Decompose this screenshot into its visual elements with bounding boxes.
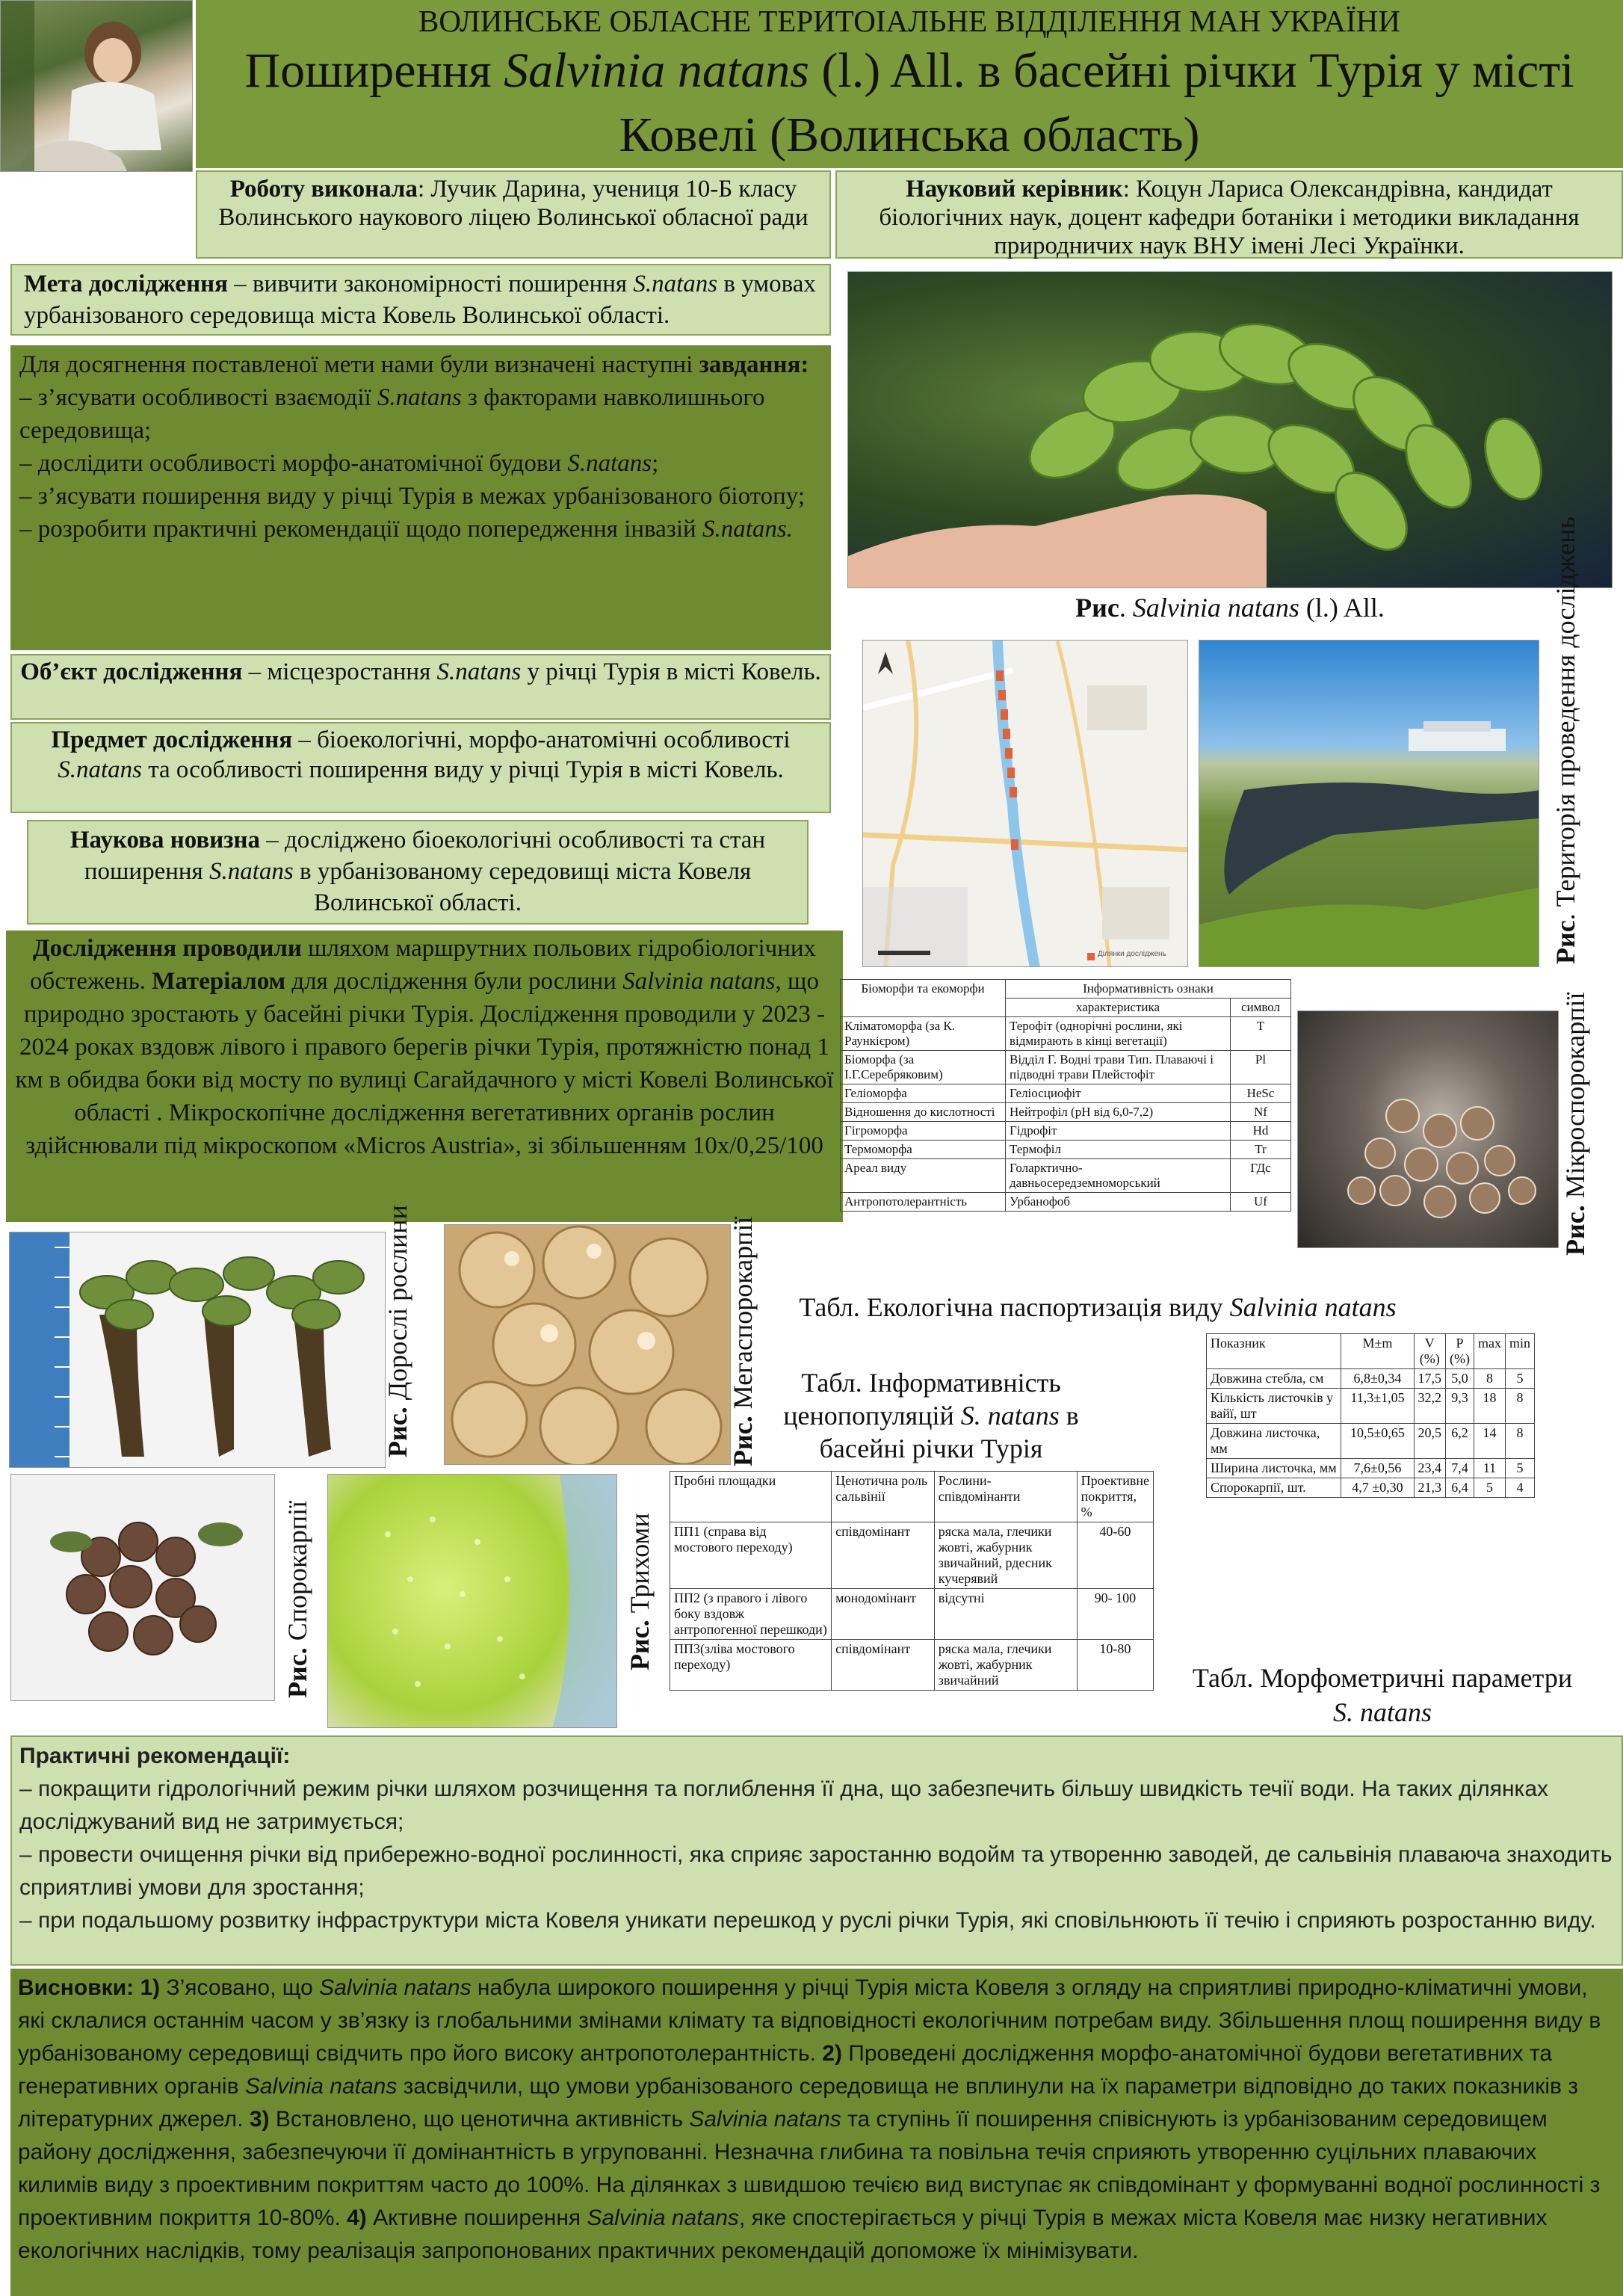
subject-label: Предмет дослідження: [51, 726, 293, 753]
ceno-table-row: [670, 1640, 1154, 1691]
ceno-table-cell: ПП3(зліва мостового переходу): [670, 1640, 832, 1691]
task-4: [19, 513, 822, 546]
recommendations-title: Практичні рекомендації:: [19, 1744, 291, 1768]
tasks-intro-text: Для досягнення поставленої мети нами були визначені наступні: [19, 351, 699, 378]
morpho-table-cell: Спорокарпії, шт.: [1207, 1478, 1341, 1498]
eco-table-cell: Геліосциофіт: [1006, 1084, 1231, 1103]
methods-text: шляхом маршрутних польових гідробіологічних обстежень.: [30, 935, 817, 995]
goal-box: [10, 264, 831, 336]
ceno-table-cell: співдомінант: [832, 1522, 935, 1589]
morpho-table-row: [1207, 1389, 1535, 1424]
conclusions-box: [10, 1969, 1623, 2296]
novelty-box: [27, 820, 809, 925]
tasks-box: [10, 345, 831, 650]
novelty-label: Наукова новизна: [69, 827, 260, 854]
ceno-header-cover: Проективне покриття, %: [1077, 1472, 1153, 1522]
eco-table-row: [841, 1017, 1291, 1051]
morpho-table-cell: 32,2: [1414, 1389, 1446, 1424]
eco-table-grid: [840, 979, 1291, 1212]
morpho-table-caption: [1188, 1661, 1577, 1735]
recommendation-3: – при подальшому розвитку інфраструктури міста Ковеля уникати перешкод у руслі річки Турія, які сповільнюють її течію і сприяють розростанню виду.: [19, 1908, 1596, 1933]
subject-box: [10, 722, 831, 813]
ceno-table-cell: ряска мала, глечики жовті, жабурник звичайний: [934, 1640, 1077, 1691]
morpho-table-row: [1207, 1478, 1535, 1498]
morpho-header-min: min: [1505, 1334, 1534, 1369]
conclusion-3-species: Salvinia natans: [689, 2107, 841, 2132]
ceno-table-row: [670, 1522, 1154, 1589]
morpho-table-cell: 14: [1474, 1424, 1505, 1459]
eco-table-cell: Tr: [1231, 1141, 1291, 1159]
morpho-table-cell: 11,3±1,05: [1341, 1389, 1414, 1424]
eco-table: [840, 979, 1291, 1287]
eco-header-info: Інформативність ознаки: [1006, 980, 1291, 999]
morpho-table-cell: 6,4: [1446, 1478, 1474, 1498]
conclusion-4-text: Активне поширення: [366, 2206, 587, 2230]
morpho-header-v: V (%): [1414, 1334, 1446, 1369]
supervisor-label: Науковий керівник: [906, 176, 1123, 203]
ceno-header-role: Ценотична роль сальвінії: [832, 1472, 935, 1522]
morpho-table-cell: 18: [1474, 1389, 1505, 1424]
adult-plants-caption: [383, 1205, 445, 1457]
task-1-text: – з’ясувати особливості взаємодії: [19, 384, 377, 411]
ceno-table-cell: 40-60: [1077, 1522, 1153, 1589]
object-box: [10, 654, 831, 720]
ceno-table: [670, 1471, 1154, 1740]
task-3: – з’ясувати поширення виду у річці Турія в межах урбанізованого біотопу;: [19, 483, 806, 510]
methods-text-3: , що природно зростають у басейні річки Турія. Дослідження проводили у 2023 - 2024 роках вздовж лівого і правого берегів річки Турія, протяжністю понад 1 км в обидва боки від мосту по вулиці Сагайдачного у місті Ковелі Волинської області . Мікроскопічне дослідження вегетативних органів рослин здійснювали під мікроскопом «Micros Austria», зі збільшенням 10х/0,25/100: [15, 968, 834, 1159]
megasporocarp-photo: [444, 1224, 731, 1465]
figure-text: Спорокарпії: [282, 1500, 312, 1648]
ceno-table-grid: [670, 1471, 1154, 1691]
subject-species: S.natans: [58, 756, 142, 783]
eco-table-row: [841, 1051, 1291, 1084]
trichome-photo: [327, 1474, 617, 1728]
morpho-table-cell: 5,0: [1446, 1369, 1474, 1389]
figure-label: Рис: [1075, 593, 1119, 623]
morpho-table-cell: 9,3: [1446, 1389, 1474, 1424]
morpho-table-cell: 8: [1474, 1369, 1505, 1389]
figure-text: .: [1119, 593, 1133, 623]
recommendation-2: – провести очищення річки від прибережно-водної рослинності, яка сприяє заростанню водойм та утворенню заводей, де сальвінія плаваюча знаходить сприятливі умови для зростання;: [19, 1842, 1613, 1900]
morpho-table-cell: 17,5: [1414, 1369, 1446, 1389]
task-2-text-2: ;: [652, 450, 659, 477]
figure-label: Рис.: [728, 1416, 758, 1467]
morpho-table-cell: 7,6±0,56: [1341, 1459, 1414, 1478]
page-title: [196, 39, 1623, 167]
eco-table-cell: Біоморфа (за І.Г.Серебряковим): [841, 1051, 1006, 1084]
eco-header-biomorph: Біоморфи та екоморфи: [841, 980, 1006, 1017]
morpho-table-cell: 7,4: [1446, 1459, 1474, 1478]
novelty-text-2: в урбанізованому середовищі міста Ковеля Волинської області.: [293, 858, 752, 916]
goal-species: S.natans: [633, 271, 718, 297]
author-box: [196, 170, 831, 259]
morpho-table-row: [1207, 1459, 1535, 1478]
figure-text: . Територія проведення досліджень: [1551, 516, 1580, 921]
morpho-table-cell: Ширина листочка, мм: [1207, 1459, 1341, 1478]
main-photo-caption: [847, 592, 1613, 628]
task-1: [19, 381, 822, 447]
morpho-table-cell: 5: [1505, 1369, 1534, 1389]
task-1-species: S.natans: [377, 384, 462, 411]
eco-table-cell: Геліоморфа: [841, 1084, 1006, 1103]
study-map: [862, 640, 1188, 967]
eco-table-cell: Hd: [1231, 1122, 1291, 1141]
sporocarp-caption: [282, 1487, 327, 1712]
ceno-table-cell: відсутні: [934, 1589, 1077, 1640]
ceno-caption-species: S. natans: [960, 1401, 1060, 1431]
morpho-table-cell: 5: [1474, 1478, 1505, 1498]
methods-text-2: для дослідження були рослини: [285, 968, 623, 995]
map-legend: Ділянки досліджень: [1098, 950, 1166, 958]
eco-table-cell: Урбанофоб: [1006, 1193, 1231, 1212]
recommendations-box: [10, 1735, 1623, 1966]
eco-table-cell: T: [1231, 1017, 1291, 1051]
conclusion-4-species: Salvinia natans: [587, 2206, 739, 2230]
task-2-text: – дослідити особливості морфо-анатомічної будови: [19, 450, 568, 477]
eco-table-cell: Голарктично-давньосередземноморський: [1006, 1159, 1231, 1193]
title-text: Поширення: [244, 43, 504, 98]
figure-species: Salvinia natans: [1132, 593, 1299, 623]
eco-header-sym: символ: [1231, 999, 1291, 1017]
conclusion-3-text: Встановлено, що ценотична активність: [269, 2107, 690, 2132]
eco-table-row: [841, 1159, 1291, 1193]
river-photo: [1199, 640, 1539, 967]
trichome-caption: [625, 1487, 670, 1697]
header-banner: [196, 0, 1623, 168]
microsporocarp-caption: [1560, 992, 1623, 1256]
goal-text-2: в умовах урбанізованого середовища міста Ковель Волинської області.: [24, 271, 816, 329]
eco-table-cell: Ареал виду: [841, 1159, 1006, 1193]
ceno-table-cell: 10-80: [1077, 1640, 1153, 1691]
eco-table-cell: Термоморфа: [841, 1141, 1006, 1159]
conclusion-2-text: Проведені дослідження морфо-анатомічної будови вегетативних та генеративних органів: [18, 2041, 1553, 2099]
morpho-table-row: [1207, 1369, 1535, 1389]
morpho-table-row: [1207, 1424, 1535, 1459]
methods-label: Дослідження проводили: [32, 935, 302, 962]
eco-caption-text: Табл. Екологічна паспортизація виду: [799, 1292, 1230, 1322]
figure-label: Рис.: [625, 1620, 655, 1671]
eco-table-row: [841, 1193, 1291, 1212]
eco-caption-species: Salvinia natans: [1229, 1292, 1397, 1322]
conclusion-num-4: 4): [340, 2206, 367, 2230]
title-text-2: (l.) All. в басейні річки Турія у місті Ковелі (Волинська область): [619, 43, 1574, 162]
title-species: Salvinia natans: [504, 43, 809, 98]
goal-label: Мета дослідження: [24, 271, 228, 297]
morpho-table-cell: Довжина стебла, см: [1207, 1369, 1341, 1389]
conclusion-num-3: 3): [243, 2107, 270, 2132]
sporocarp-photo: [10, 1474, 275, 1701]
conclusion-1-species: Salvinia natans: [319, 1975, 472, 2000]
ceno-table-row: [670, 1589, 1154, 1640]
morpho-table-cell: 6,2: [1446, 1424, 1474, 1459]
morpho-caption-species: S. natans: [1332, 1697, 1432, 1727]
author-label: Роботу виконала: [229, 176, 418, 203]
novelty-text: – досліджено біоекологічні особливості та стан поширення: [84, 827, 766, 885]
eco-header-char: характеристика: [1006, 999, 1231, 1017]
morpho-table-grid: [1206, 1333, 1535, 1498]
task-4-text: – розробити практичні рекомендації щодо попередження інвазій: [19, 516, 702, 543]
morpho-table-cell: 4: [1505, 1478, 1534, 1498]
morpho-header-indicator: Показник: [1207, 1334, 1341, 1369]
eco-table-row: [841, 1141, 1291, 1159]
main-photo: [847, 271, 1613, 588]
conclusion-1-text-2: набула широкого поширення у річці Турія міста Ковеля з огляду на сприятливі природно-кліматичні умови, які склалися останнім часом у зв’язку із глобальними змінами клімату та відповідності екологічним потребам виду. Збільшення площ поширення виду в урбанізованому середовищі свідчить про його високу антропотолерантність.: [18, 1975, 1601, 2066]
novelty-species: S.natans: [208, 858, 294, 885]
supervisor-box: [835, 170, 1623, 259]
tasks-label: завдання:: [699, 351, 809, 378]
institution-name: ВОЛИНСЬКЕ ОБЛАСНЕ ТЕРИТОІАЛЬНЕ ВІДДІЛЕННЯ МАН УКРАЇНИ: [418, 4, 1400, 38]
morpho-header-mean: M±m: [1341, 1334, 1414, 1369]
eco-table-cell: Nf: [1231, 1103, 1291, 1122]
morpho-table-cell: 11: [1474, 1459, 1505, 1478]
conclusion-3-text-2: та ступінь її поширення співіснують із урбанізованим середовищем району дослідження, забезпечуючи її домінантність в угрупованні. Незначна глибина та повільна течія сприяють утворенню суцільних плаваючих килимів виду з проективним покриттям часто до 100%. На ділянках з швидшою течією вид виступає як співдомінант у формуванні водної рослинності з проективним покриття 10-80%.: [18, 2107, 1601, 2230]
object-text-2: у річці Турія в місті Ковель.: [521, 658, 821, 685]
eco-table-cell: Uf: [1231, 1193, 1291, 1212]
territory-caption: [1550, 516, 1623, 964]
eco-table-cell: Антропотолерантність: [841, 1193, 1006, 1212]
eco-table-cell: HeSc: [1231, 1084, 1291, 1103]
author-text: : Лучик Дарина, учениця 10-Б класу Волинського наукового ліцею Волинської обласної ради: [218, 176, 809, 231]
figure-label: Рис.: [282, 1647, 312, 1699]
conclusion-num-2: 2): [815, 2041, 842, 2066]
ceno-header-plot: Пробні площадки: [670, 1472, 832, 1522]
morpho-table-cell: 21,3: [1414, 1478, 1446, 1498]
figure-author: (l.) All.: [1299, 593, 1385, 623]
eco-table-caption: [773, 1292, 1423, 1326]
object-text: – місцезростання: [242, 658, 437, 685]
object-species: S.natans: [436, 658, 522, 685]
morpho-table-cell: 10,5±0,65: [1341, 1424, 1414, 1459]
eco-table-cell: Кліматоморфа (за К. Раункієром): [841, 1017, 1006, 1051]
ceno-table-cell: монодомінант: [832, 1589, 935, 1640]
morpho-header-max: max: [1474, 1334, 1505, 1369]
methods-box: [6, 931, 843, 1222]
figure-text: Мікроспорокарпії: [1560, 992, 1590, 1206]
eco-table-cell: Гігроморфа: [841, 1122, 1006, 1141]
ceno-table-cell: ПП2 (з правого і лівого боку вздовж антропогенної перешкоди): [670, 1589, 832, 1640]
figure-label: Рис.: [1560, 1205, 1590, 1256]
eco-table-cell: Pl: [1231, 1051, 1291, 1084]
eco-table-cell: Термофіл: [1006, 1141, 1231, 1159]
morpho-table-cell: 5: [1505, 1459, 1534, 1478]
conclusions-label: Висновки:: [18, 1975, 135, 2000]
subject-text: – біоекологічні, морфо-анатомічні особливості: [292, 726, 791, 753]
figure-text: Мегаспорокарпії: [728, 1216, 758, 1416]
recommendation-1: – покращити гідрологічний режим річки шляхом розчищення та поглиблення її дна, що забезпечить більшу швидкість течії води. На таких ділянках досліджуваний вид не затримується;: [19, 1777, 1549, 1834]
object-label: Об’єкт дослідження: [20, 658, 243, 685]
conclusion-1-text: З’ясовано, що: [160, 1975, 320, 2000]
supervisor-text: : Коцун Лариса Олександрівна, кандидат біологічних наук, доцент кафедри ботаніки і методики викладання природничих наук ВНУ імені Лесі Українки.: [879, 176, 1580, 259]
task-2: [19, 447, 822, 480]
adult-plants-photo: [9, 1232, 386, 1468]
ceno-table-cell: ряска мала, глечики жовті, жабурник звичайний, рдесник кучерявий: [934, 1522, 1077, 1589]
ceno-table-cell: 90- 100: [1077, 1589, 1153, 1640]
conclusion-num-1: 1): [134, 1975, 161, 2000]
figure-label: Рис: [1551, 920, 1580, 964]
morpho-header-p: P (%): [1446, 1334, 1474, 1369]
figure-label: Рис.: [383, 1407, 412, 1457]
eco-table-cell: Гідрофіт: [1006, 1122, 1231, 1141]
morpho-table-cell: Довжина листочка, мм: [1207, 1424, 1341, 1459]
task-1-text-2: з факторами навколишнього середовища;: [19, 384, 765, 444]
morpho-table: [1206, 1333, 1535, 1655]
morpho-table-cell: 8: [1505, 1389, 1534, 1424]
conclusion-4-text-2: , яке спостерігається у річці Турія в межах міста Ковеля має низку негативних екологічних наслідків, тому реалізація запропонованих практичних рекомендацій допоможе їх мінімізувати.: [18, 2206, 1548, 2263]
ceno-table-caption: [774, 1366, 1088, 1468]
figure-text: Трихоми: [625, 1513, 655, 1620]
morpho-table-cell: 23,4: [1414, 1459, 1446, 1478]
conclusion-2-text-2: засвідчили, що умови урбанізованого середовища не вплинули на їх параметри відповідно до таких показників з літературних джерел.: [18, 2074, 1579, 2132]
eco-table-row: [841, 1084, 1291, 1103]
ceno-caption-text-2: в басейні річки Турія: [819, 1401, 1079, 1463]
eco-table-row: [841, 1122, 1291, 1141]
task-4-species: S.natans.: [702, 516, 793, 543]
ceno-table-cell: співдомінант: [832, 1640, 935, 1691]
ceno-caption-text: Табл. Інформативність ценопопуляцій: [783, 1368, 1061, 1431]
microsporocarp-photo: [1297, 1010, 1559, 1248]
morpho-table-cell: Кількість листочків у вайї, шт: [1207, 1389, 1341, 1424]
tasks-intro: [19, 348, 822, 381]
eco-table-row: [841, 1103, 1291, 1122]
eco-table-cell: ГДс: [1231, 1159, 1291, 1193]
morpho-caption-text: Табл. Морфометричні параметри: [1192, 1663, 1573, 1693]
task-2-species: S.natans: [567, 450, 652, 477]
ceno-header-codominants: Рослини-співдомінанти: [934, 1472, 1077, 1522]
morpho-table-cell: 8: [1505, 1424, 1534, 1459]
eco-table-cell: Відділ Г. Водні трави Тип. Плаваючі і підводні трави Плейстофіт: [1006, 1051, 1231, 1084]
goal-text: – вивчити закономірності поширення: [227, 271, 634, 297]
morpho-table-cell: 6,8±0,34: [1341, 1369, 1414, 1389]
methods-species: Salvinia natans: [622, 968, 776, 995]
eco-table-cell: Нейтрофіл (рН від 6,0-7,2): [1006, 1103, 1231, 1122]
material-label: Матеріалом: [152, 968, 286, 995]
morpho-table-cell: 4,7 ±0,30: [1341, 1478, 1414, 1498]
morpho-table-cell: 20,5: [1414, 1424, 1446, 1459]
eco-table-cell: Терофіт (однорічні рослини, які відмирають в кінці вегетації): [1006, 1017, 1231, 1051]
eco-table-cell: Відношення до кислотності: [841, 1103, 1006, 1122]
conclusion-2-species: Salvinia natans: [244, 2074, 398, 2099]
subject-text-2: та особливості поширення виду у річці Турія в місті Ковель.: [141, 756, 784, 783]
figure-text: Дорослі рослини: [383, 1205, 412, 1407]
ceno-table-cell: ПП1 (справа від мостового переходу): [670, 1522, 832, 1589]
author-photo: [0, 0, 193, 172]
